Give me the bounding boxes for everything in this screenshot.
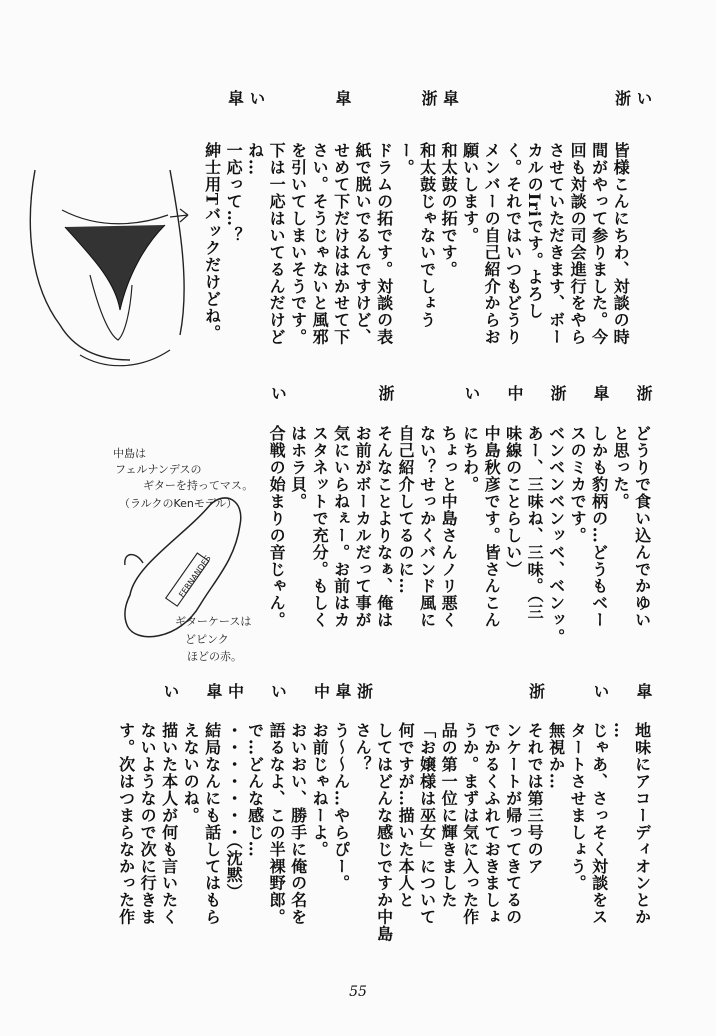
dialogue-line: ベンベンベンッベ、ベンッ。 (546, 425, 566, 646)
speaker-mark: 浙 (634, 385, 653, 401)
dialogue-line: 中島秋彦です。皆さんこん (482, 425, 502, 629)
dialogue-line: 品の第一位に輝きました (439, 722, 459, 909)
dialogue-line: ・・・・・・・（沈黙） (224, 722, 244, 901)
dialogue-line: えないのね。 (181, 722, 201, 824)
dialogue-line: ちょっと中島さんノリ悪く (439, 425, 459, 629)
sketch-note-5: ギターケースは (175, 615, 252, 628)
speaker-mark: 皐 (204, 683, 223, 699)
underwear-sketch (20, 165, 195, 390)
dialogue-line: … (611, 722, 631, 739)
speaker-mark: い (268, 385, 288, 401)
dialogue-line: にちわ。 (460, 425, 480, 493)
guitar-case-sketch (105, 445, 265, 680)
dialogue-line: カルのIriです。よろし (525, 142, 545, 320)
dialogue-line: 気にいらねぇー。お前はカ (331, 425, 351, 629)
dialogue-line: せめて下だけははかせて下 (331, 142, 351, 346)
dialogue-line: タートさせましょう。 (568, 722, 588, 892)
sketch-note-7: ほどの赤。 (187, 650, 242, 663)
dialogue-line: お前がボーカルだって事が (353, 425, 373, 629)
speaker-mark: い (161, 683, 180, 699)
dialogue-line: 「お嬢様は巫女」について (417, 722, 437, 926)
dialogue-line: 下は一応はいてるんだけど (267, 142, 287, 346)
dialogue-line: と思った。 (611, 425, 631, 510)
dialogue-line: させていただきます、ボー (546, 142, 566, 346)
dialogue-line: 地味にアコーディオンとか (632, 722, 652, 926)
dialogue-line: ない？せっかくバンド風に (417, 425, 437, 629)
dialogue-line: 紳士用Tバックだけどね。 (202, 142, 222, 342)
sketch-note-2: フェルナンデスの (115, 463, 202, 476)
sketch-note-1: 中島は (113, 447, 146, 460)
dialogue-line: 回も対談の司会進行をやら (568, 142, 588, 346)
sketch-note-3: ギターを持ってマス。 (143, 479, 254, 492)
sketch-note-6: どピンク (185, 633, 229, 646)
speaker-mark: 浙 (548, 385, 567, 401)
dialogue-line: 一応って…？ (224, 142, 244, 244)
speaker-mark: 皐 (333, 90, 352, 106)
dialogue-line: ね… (245, 142, 265, 176)
sketch-note-4: （ラルクのKenモデル） (119, 497, 238, 510)
dialogue-line: それでは第三号のア (525, 722, 545, 875)
dialogue-line: じゃあ、さっそく対談をス (589, 722, 609, 926)
dialogue-line: スのミカです。 (568, 425, 588, 544)
dialogue-line: さん？ (353, 722, 373, 773)
dialogue-line: おいおい、勝手に俺の名を (288, 722, 308, 926)
speaker-mark: 皐 (591, 385, 610, 401)
dialogue-line: さい。そうじゃないと風邪 (310, 142, 330, 346)
dialogue-line: そんなことよりなぁ、俺は (374, 425, 394, 629)
dialogue-line: 和太鼓じゃないでしょう (417, 142, 437, 329)
dialogue-line: 和太鼓の拓です。 (439, 142, 459, 278)
dialogue-line: 結局なんにも話してはもら (202, 722, 222, 926)
dialogue-line: しかも豹柄の…どうもベー (589, 425, 609, 629)
speaker-mark: 皐 (225, 90, 245, 106)
dialogue-line: うか。まずは気に入った作 (460, 722, 480, 926)
speaker-mark: 中 (225, 683, 245, 699)
speaker-mark: い (591, 683, 610, 699)
dialogue-line: あー、三味ね、三味。（三 (525, 425, 545, 621)
speaker-mark: 浙 (354, 683, 374, 699)
dialogue-line: ンケートが帰ってきてるの (503, 722, 523, 926)
speaker-mark: 浙 (376, 385, 395, 401)
speaker-mark: 浙 (419, 90, 438, 106)
page-number: 55 (349, 984, 367, 1000)
dialogue-line: で…どんな感じ… (245, 722, 265, 858)
dialogue-line: 何ですが…描いた本人と (396, 722, 416, 909)
dialogue-line: う〜〜ん…やらぴー。 (331, 722, 351, 892)
dialogue-line: 皆様こんにちわ、対談の時 (611, 142, 631, 346)
dialogue-line: 願いします。 (460, 142, 480, 244)
speaker-mark: い (634, 90, 653, 106)
dialogue-line: メンバーの自己紹介からお (482, 142, 502, 346)
dialogue-line: 自己紹介してるのに… (396, 425, 416, 595)
speaker-mark: い (247, 90, 266, 106)
dialogue-line: どうりで食い込んでかゆい (632, 425, 652, 629)
dialogue-line: 無視か… (546, 722, 566, 790)
speaker-mark: い (462, 385, 481, 401)
dialogue-line: す。次はつまらなかった作 (116, 722, 136, 926)
dialogue-line: を引いてしまいそうです。 (288, 142, 308, 346)
dialogue-line: はホラ貝。 (288, 425, 308, 510)
dialogue-line: 語るなよ、この半裸野郎。 (267, 722, 287, 926)
speaker-mark: 中 (505, 385, 524, 401)
dialogue-line: スタネットで充分。もしく (310, 425, 330, 629)
dialogue-line: 味線のことらしい） (503, 425, 523, 578)
speaker-mark: 浙 (612, 90, 632, 106)
speaker-mark: 浙 (526, 683, 546, 699)
speaker-mark: 皐 (440, 90, 460, 106)
dialogue-line: く。それではいつもどうり (503, 142, 523, 346)
dialogue-line: お前じゃねーよ。 (310, 722, 330, 858)
dialogue-line: してはどんな感じですか中島 (374, 722, 394, 943)
speaker-mark: い (268, 683, 288, 699)
speaker-mark: 皐 (333, 683, 352, 699)
dialogue-line: 紙で脱いでるんですけど、 (353, 142, 373, 346)
case-brand: FERNANDES (177, 553, 213, 600)
dialogue-line: ー。 (396, 142, 416, 176)
dialogue-line: でかるくふれておきましょ (482, 722, 502, 926)
dialogue-line: 合戦の始まりの音じゃん。 (267, 425, 287, 629)
dialogue-line: 描いた本人が何も言いたく (159, 722, 179, 926)
speaker-mark: 中 (311, 683, 331, 699)
dialogue-line: 間がやって参りました。今 (589, 142, 609, 346)
dialogue-line: ないようなので次に行きま (138, 722, 158, 926)
speaker-mark: 皐 (634, 683, 653, 699)
dialogue-line: ドラムの拓です。対談の表 (374, 142, 394, 346)
